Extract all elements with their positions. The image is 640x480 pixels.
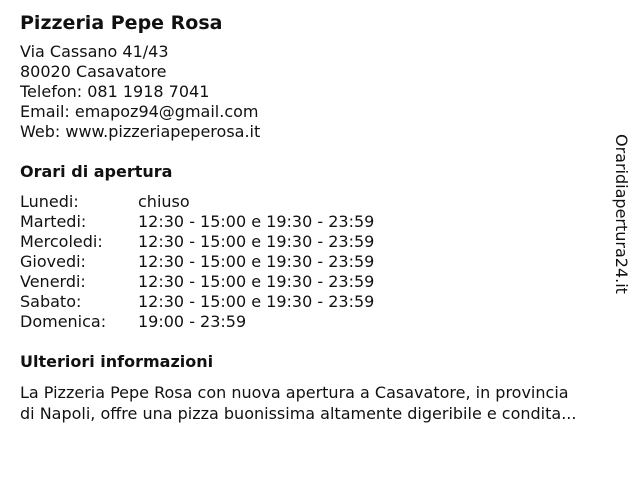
hours-day: Mercoledi: [20, 232, 103, 251]
site-watermark-label: Oraridiapertura24.it [612, 134, 631, 294]
hours-day: Giovedi: [20, 252, 86, 271]
hours-time: 12:30 - 15:00 e 19:30 - 23:59 [138, 212, 375, 231]
business-name: Pizzeria Pepe Rosa [20, 12, 223, 34]
opening-hours-table [20, 192, 374, 332]
hours-day: Martedi: [20, 212, 87, 231]
more-info-heading: Ulteriori informazioni [20, 352, 214, 371]
hours-day: Sabato: [20, 292, 82, 311]
hours-time: 12:30 - 15:00 e 19:30 - 23:59 [138, 232, 375, 251]
phone-line[interactable]: Telefon: 081 1918 7041 [20, 82, 210, 101]
hours-time: 12:30 - 15:00 e 19:30 - 23:59 [138, 252, 375, 271]
hours-day: Domenica: [20, 312, 107, 331]
hours-row [20, 212, 374, 232]
hours-row [20, 232, 374, 252]
hours-day: Lunedi: [20, 192, 79, 211]
hours-row [20, 312, 374, 332]
contact-block [20, 42, 610, 142]
more-info-description [20, 382, 610, 424]
hours-row [20, 272, 374, 292]
hours-time: 12:30 - 15:00 e 19:30 - 23:59 [138, 272, 375, 291]
description-line: di Napoli, offre una pizza buonissima altamente digeribile e condita... [20, 404, 577, 423]
address-city: 80020 Casavatore [20, 62, 167, 81]
hours-row [20, 292, 374, 312]
hours-row [20, 252, 374, 272]
hours-time: 19:00 - 23:59 [138, 312, 247, 331]
business-card [20, 10, 610, 424]
address-street: Via Cassano 41/43 [20, 42, 169, 61]
hours-time: chiuso [138, 192, 190, 211]
hours-day: Venerdi: [20, 272, 86, 291]
web-line[interactable]: Web: www.pizzeriapeperosa.it [20, 122, 261, 141]
hours-heading: Orari di apertura [20, 162, 173, 181]
description-line: La Pizzeria Pepe Rosa con nuova apertura a Casavatore, in provincia [20, 383, 569, 402]
hours-row [20, 192, 374, 212]
hours-time: 12:30 - 15:00 e 19:30 - 23:59 [138, 292, 375, 311]
email-line[interactable]: Email: emapoz94@gmail.com [20, 102, 259, 121]
